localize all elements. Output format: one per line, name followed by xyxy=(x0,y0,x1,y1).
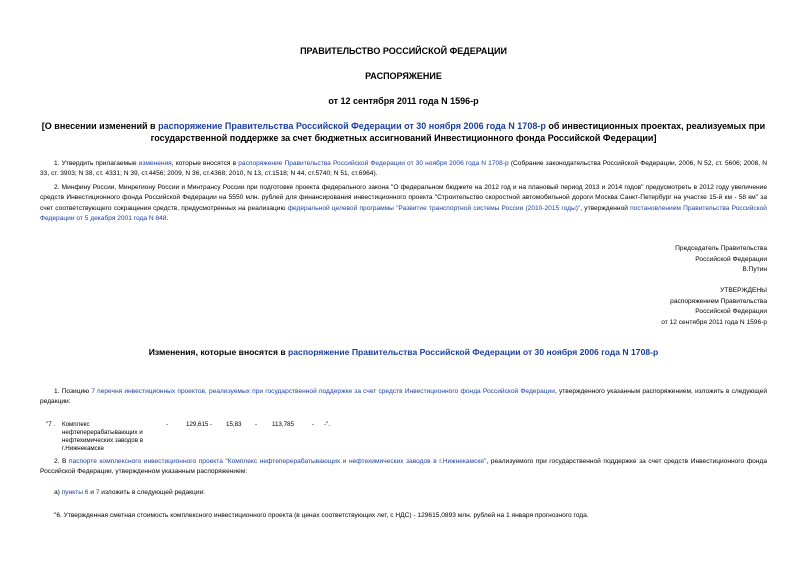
c1-text-1: 1. Позицию xyxy=(54,388,92,395)
c1-text-2: , утвержденного указанным распоряжением, изложить в следующей редакции: xyxy=(40,388,768,406)
signature-line-3: В.Путин xyxy=(742,266,767,273)
c2-text-2: , реализуемого при государственной поддержке за счет средств Инвестиционного фонда Российской Федерации, утвержденном указанным распоряжением: xyxy=(40,458,767,476)
changes-title-link[interactable]: распоряжение Правительства Российской Федерации от 30 ноября 2006 года N 1708-р xyxy=(288,347,659,357)
change-1 xyxy=(40,387,767,408)
signature-line-1: Председатель Правительства xyxy=(675,245,767,252)
row-dash-1: - xyxy=(166,421,169,428)
p1-link-changes[interactable]: изменения xyxy=(138,160,172,167)
c2a-link-item-6[interactable]: пункты 6 xyxy=(61,489,89,496)
c2a-text-3: изложить в следующей редакции: xyxy=(99,489,206,496)
c2b-text: "6. Утвержденная сметная стоимость комплексного инвестиционного проекта (в ценах соответствующих лет, с НДС) - 129615,0893 млн. рублей на 1 января прогнозного года. xyxy=(54,512,589,519)
p1-link-order[interactable]: распоряжение Правительства Российской Федерации от 30 ноября 2006 года N 1708-р xyxy=(238,160,509,167)
c1-link-list[interactable]: 7 перечня инвестиционных проектов, реализуемых при государственной поддержке за счет средств Инвестиционного фонда Российской Федерации xyxy=(91,388,555,395)
p1-text-3: (Собрание законодательства Российской Федерации, 2006, N 52, ст. 5606; 2008, N 33, ст. 3903; N 38, ст. 4331; N 39, ст.4456; 2009, N 36, ст.4368; 2010, N 13, ст.1518; N 44, ст.5740; N 51, ст.6964). xyxy=(40,160,768,178)
doc-type-heading: РАСПОРЯЖЕНИЕ xyxy=(365,71,442,81)
government-heading: ПРАВИТЕЛЬСТВО РОССИЙСКОЙ ФЕДЕРАЦИИ xyxy=(300,46,507,56)
p1-text-1: 1. Утвердить прилагаемые xyxy=(54,160,139,167)
approved-line-4: от 12 сентября 2011 года N 1596-р xyxy=(661,318,767,326)
changes-title-prefix: Изменения, которые вносятся в xyxy=(148,347,289,357)
signature-block xyxy=(675,244,767,276)
c2a-link-item-7[interactable]: 7 xyxy=(95,489,100,496)
paragraph-1 xyxy=(40,159,767,180)
p1-text-2: , которые вносятся в xyxy=(171,160,239,167)
p2-text-2: , утвержденной xyxy=(580,204,631,212)
signature-line-2: Российской Федерации xyxy=(695,255,767,263)
c2-text-1: 2. В xyxy=(54,458,70,465)
row-dash-2: - xyxy=(210,421,213,428)
approved-block xyxy=(661,286,767,328)
p2-link-program[interactable]: федеральной целевой программы "Развитие транспортной системы России (2010-2015 годы)" xyxy=(287,204,581,212)
c2a-text-2: и xyxy=(88,489,96,496)
row-value-2: 15,83 xyxy=(226,421,242,428)
title-prefix: [О внесении изменений в xyxy=(41,121,159,131)
title-link[interactable]: распоряжение Правительства Российской Федерации от 30 ноября 2006 года N 1708-р xyxy=(158,121,546,131)
row-dash-4: - xyxy=(312,421,315,428)
approved-line-2: распоряжением Правительства xyxy=(670,297,767,305)
row-value-3: 113,785 xyxy=(272,421,294,428)
date-line: от 12 сентября 2011 года N 1596-р xyxy=(328,96,479,106)
row-value-4: -". xyxy=(324,421,330,428)
changes-title xyxy=(0,347,807,357)
change-2 xyxy=(40,457,767,478)
c2a-text-1: а) xyxy=(54,489,62,496)
row-value-1: 129,615 xyxy=(186,421,209,428)
p2-text-3: . xyxy=(166,214,169,222)
change-2b xyxy=(40,511,767,521)
title-suffix: об инвестиционных проектах, реализуемых при государственной поддержке за счет бюджетных ассигнований Инвестиционного фонда Российской Федерации] xyxy=(150,121,766,143)
document-title xyxy=(40,120,767,144)
approved-line-3: Российской Федерации xyxy=(695,308,767,315)
c2-link-passport[interactable]: паспорте комплексного инвестиционного проекта "Комплекс нефтеперерабатывающих и нефтехимических заводов в г.Нижнекамске" xyxy=(69,458,487,465)
row-project-name: Комплекс нефтеперерабатывающих и нефтехимических заводов в г.Нижнекамске xyxy=(62,421,144,452)
approved-line-1: УТВЕРЖДЕНЫ xyxy=(720,287,767,294)
p2-text-1: 2. Минфину России, Минрегиону России и Минтрансу России при подготовке проекта федерального закона "О федеральном бюджете на 2012 год и на плановый период 2013 и 2014 годов" предусмотреть в 2012 году увеличение средств Инвестиционного фонда Российской Федерации на 5550 млн. рублей для финансирования инвестиционного проекта "Строительство скоростной автомобильной дороги Москва Санкт-Петербург на участке 15-й км - 58 км" за счет соответствующего сокращения средств, предусмотренных на реализацию xyxy=(40,184,767,212)
paragraph-2 xyxy=(40,183,767,224)
row-dash-3: - xyxy=(255,421,258,428)
change-2a xyxy=(40,488,767,498)
row-number: "7 . xyxy=(46,421,56,428)
p2-link-decree[interactable]: постановлением Правительства Российской Федерации от 5 декабря 2001 года N 848 xyxy=(40,204,767,222)
